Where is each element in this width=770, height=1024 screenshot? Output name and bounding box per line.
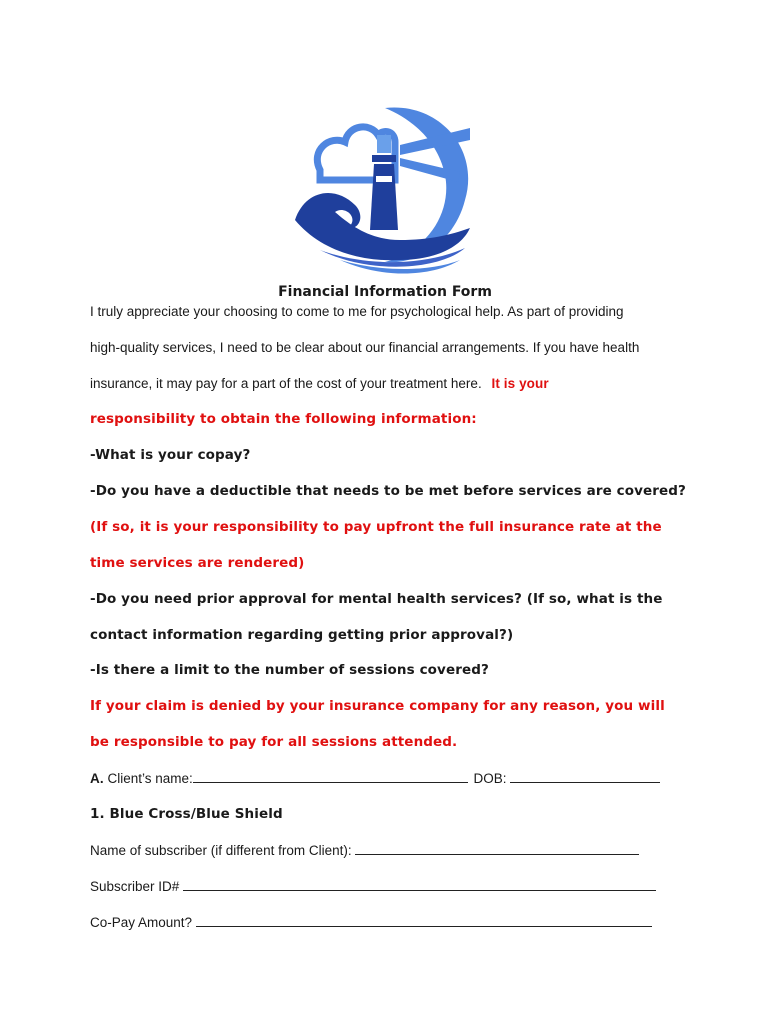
subscriber-name-field[interactable]	[355, 841, 639, 855]
question-prior-approval-2: contact information regarding getting prior approval?)	[90, 627, 514, 643]
client-info-row	[90, 769, 660, 788]
copay-label: Co-Pay Amount?	[90, 915, 193, 930]
question-deductible: -Do you have a deductible that needs to be met before services are covered?	[90, 483, 686, 499]
subscriber-id-field[interactable]	[183, 877, 656, 891]
intro-line-1: I truly appreciate your choosing to come to me for psychological help. As part of providing	[90, 304, 624, 319]
responsibility-highlight: It is your	[491, 376, 549, 391]
question-session-limit: -Is there a limit to the number of sessions covered?	[90, 662, 489, 678]
subscriber-name-row	[90, 841, 639, 860]
question-copay: -What is your copay?	[90, 447, 251, 463]
subscriber-id-row	[90, 877, 656, 896]
intro-line-3-text: insurance, it may pay for a part of the cost of your treatment here.	[90, 376, 482, 391]
copay-field[interactable]	[196, 913, 652, 927]
form-title: Financial Information Form	[278, 284, 492, 300]
client-name-label: Client’s name:	[107, 771, 193, 786]
claim-denied-1: If your claim is denied by your insurance company for any reason, you will	[90, 698, 665, 714]
dob-field[interactable]	[510, 769, 660, 783]
question-prior-approval-1: -Do you need prior approval for mental health services? (If so, what is the	[90, 591, 663, 607]
deductible-note-1: (If so, it is your responsibility to pay upfront the full insurance rate at the	[90, 519, 662, 535]
client-name-field[interactable]	[193, 769, 468, 783]
responsibility-line: responsibility to obtain the following information:	[90, 411, 477, 427]
claim-denied-2: be responsible to pay for all sessions attended.	[90, 734, 458, 750]
section-1-heading: 1. Blue Cross/Blue Shield	[90, 806, 283, 822]
subscriber-name-label: Name of subscriber (if different from Client):	[90, 843, 352, 858]
deductible-note-2: time services are rendered)	[90, 555, 305, 571]
dob-label: DOB:	[473, 771, 507, 786]
intro-line-3	[90, 375, 549, 393]
lighthouse-logo-icon	[290, 100, 480, 275]
section-a-label: A.	[90, 771, 104, 786]
copay-row	[90, 913, 652, 932]
intro-line-2: high-quality services, I need to be clear about our financial arrangements. If you have health	[90, 340, 640, 355]
subscriber-id-label: Subscriber ID#	[90, 879, 180, 894]
